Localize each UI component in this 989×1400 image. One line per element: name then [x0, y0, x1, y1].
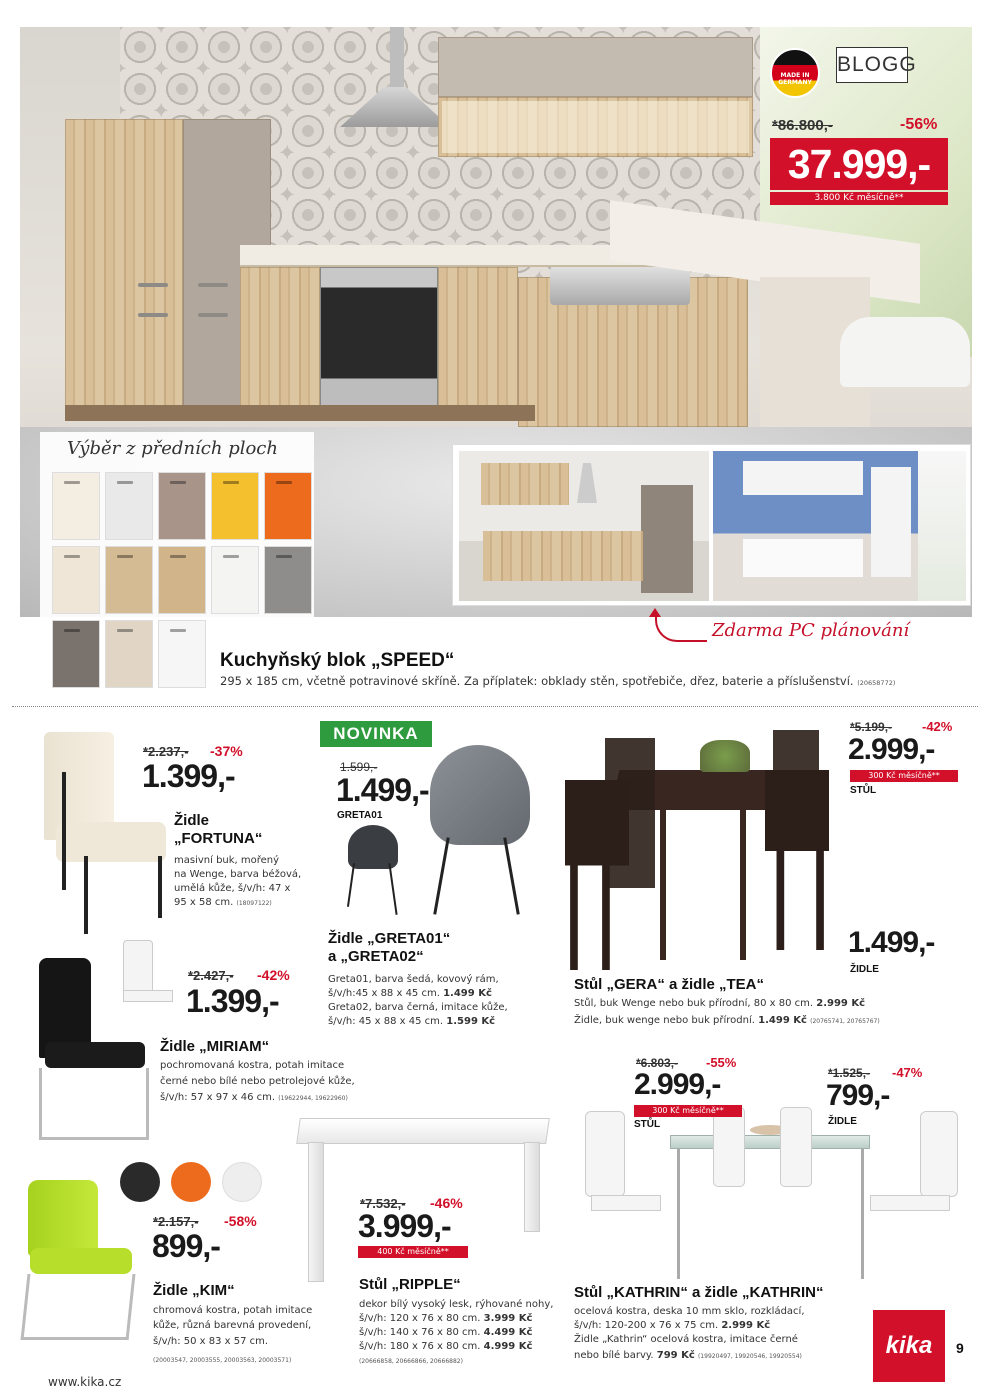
ripple-table-image [298, 1118, 548, 1283]
kathrin-discount: -55% [706, 1055, 737, 1070]
blogg-brand-logo: BLOGG [836, 47, 908, 83]
kitchen-variant-photos [453, 445, 970, 605]
gera-tag: STŮL [850, 785, 877, 796]
photo-base [483, 531, 643, 581]
section-divider [12, 706, 978, 707]
fortuna-discount: -37% [210, 743, 243, 759]
kathrin-chair-left [585, 1111, 625, 1197]
kathrin-old-price: *6.803,- [636, 1056, 679, 1070]
kathrin-desc-4-price: 799 Kč [656, 1350, 695, 1361]
gera-old-price: *5.199,- [850, 720, 893, 734]
bar-stool [840, 317, 970, 387]
glass-table-top [670, 1135, 870, 1149]
kim-seat [30, 1248, 132, 1274]
kim-color-options [120, 1162, 270, 1206]
greta-old-price: 1.599,- [340, 760, 378, 774]
gera-desc-1: Stůl, buk Wenge nebo buk přírodní, 80 x 80 cm. [574, 998, 814, 1009]
ripple-desc-3: š/v/h: 140 x 76 x 80 cm. [359, 1327, 481, 1338]
miriam-chrome-frame [39, 1068, 149, 1140]
kathrin-monthly: 300 Kč měsíčně** [634, 1105, 742, 1117]
kathrin-tag: STŮL [634, 1119, 661, 1130]
website-link[interactable]: www.kika.cz [48, 1375, 122, 1389]
kitchen-photo-wood [459, 451, 709, 601]
kim-color-dot [222, 1162, 262, 1202]
gera-code: (20765741, 20765767) [810, 1018, 880, 1025]
gera-discount: -42% [922, 719, 953, 734]
hero-discount: -56% [900, 116, 938, 133]
greta-desc-4-price: 1.599 Kč [446, 1016, 496, 1027]
gera-desc-2-price: 1.499 Kč [758, 1015, 807, 1026]
front-color-swatch [264, 546, 312, 614]
kickboard [65, 405, 535, 421]
photo-fridge [871, 467, 911, 577]
miriam-old-price: *2.427,- [188, 968, 234, 983]
hero-old-price: *86.800,- [772, 117, 833, 134]
fortuna-name-line1: Židle [174, 812, 210, 829]
greta-chairs-image [340, 745, 540, 925]
greta-desc-2-price: 1.499 Kč [443, 988, 492, 999]
kim-desc-2: kůže, různá barevná provedení, [153, 1320, 312, 1331]
ripple-desc-4-price: 4.999 Kč [483, 1341, 533, 1352]
kim-desc-3: š/v/h: 50 x 83 x 57 cm. [153, 1336, 269, 1347]
greta-name-line2: a „GRETA02“ [328, 948, 424, 965]
free-planning-arrow [655, 612, 707, 642]
kathrin-description [574, 1305, 874, 1364]
front-color-swatch [158, 472, 206, 540]
ripple-code: (20666858, 20666866, 20666882) [359, 1358, 463, 1365]
swatch-handle [223, 481, 239, 484]
greta-desc-1: Greta01, barva šedá, kovový rám, [328, 974, 499, 985]
product-description [220, 674, 895, 688]
ripple-desc-3-price: 4.499 Kč [483, 1327, 533, 1338]
front-color-swatch [105, 546, 153, 614]
greta-name [328, 930, 450, 966]
swatch-handle [223, 555, 239, 558]
cabinet-handle [138, 313, 168, 317]
tea-chair-back-right [773, 730, 819, 850]
swatch-handle [170, 481, 186, 484]
kathrin-price: 2.999,- [634, 1068, 721, 1101]
made-in-germany-badge [770, 48, 820, 98]
oven [320, 267, 438, 407]
miriam-description [160, 1059, 380, 1106]
swatch-handle [64, 629, 80, 632]
ripple-leg-left [308, 1142, 324, 1282]
fortuna-desc-1: masivní buk, mořený [174, 855, 280, 866]
greta-price: 1.499,- [336, 772, 429, 808]
range-hood [390, 27, 404, 87]
fronts-title: Výběr z předních ploch [67, 438, 278, 459]
kim-desc-1: chromová kostra, potah imitace [153, 1305, 313, 1316]
page-number: 9 [956, 1340, 964, 1356]
ripple-old-price: *7.532,- [360, 1196, 406, 1211]
kathrin-code: (19920497, 19920546, 19920554) [697, 1353, 802, 1360]
greta-desc-2: š/v/h:45 x 88 x 45 cm. [328, 988, 440, 999]
front-color-swatch [158, 620, 206, 688]
sink [550, 267, 690, 305]
kim-old-price: *2.157,- [153, 1214, 199, 1229]
miriam-black-seat [45, 1042, 145, 1068]
kim-discount: -58% [224, 1213, 257, 1229]
front-color-swatch [52, 472, 100, 540]
miriam-price: 1.399,- [186, 983, 279, 1019]
swatch-handle [170, 629, 186, 632]
kathrin-chair-price: 799,- [826, 1079, 890, 1112]
fortuna-desc-2: na Wenge, barva béžová, [174, 869, 302, 880]
kim-chair-image [20, 1180, 140, 1345]
photo-window [918, 451, 966, 601]
ripple-desc-1: dekor bílý vysoký lesk, rýhované nohy, [359, 1299, 554, 1310]
swatch-handle [170, 555, 186, 558]
kim-code: (20003547, 20003555, 20003563, 20003571) [153, 1357, 292, 1364]
fortuna-desc-4: 95 x 58 cm. [174, 897, 234, 908]
swatch-handle [117, 629, 133, 632]
greta-name-line1: Židle „GRETA01“ [328, 930, 451, 947]
free-planning-note: Zdarma PC plánování [712, 620, 910, 641]
kathrin-chair-discount: -47% [892, 1065, 923, 1080]
gera-set-image [555, 730, 855, 975]
tea-chair-price: 1.499,- [848, 926, 935, 959]
base-cabinets-2 [438, 267, 518, 407]
hero-price: 37.999,- [770, 138, 948, 190]
ripple-desc-4: š/v/h: 180 x 76 x 80 cm. [359, 1341, 481, 1352]
product-title: Kuchyňský blok „SPEED“ [220, 650, 455, 671]
fortuna-price: 1.399,- [142, 758, 235, 794]
miriam-name: Židle „MIRIAM“ [160, 1038, 270, 1055]
kathrin-chair-back-1 [713, 1107, 745, 1187]
fortuna-desc-3: umělá kůže, š/v/h: 47 x [174, 883, 291, 894]
greta-tag: GRETA01 [337, 810, 383, 821]
miriam-desc-3: š/v/h: 57 x 97 x 46 cm. [160, 1092, 276, 1103]
kika-logo[interactable]: kika [873, 1310, 945, 1382]
ripple-desc-2: š/v/h: 120 x 76 x 80 cm. [359, 1313, 481, 1324]
plant-basket [700, 740, 750, 772]
ripple-description [359, 1298, 569, 1369]
kathrin-desc-2: š/v/h: 120-200 x 76 x 75 cm. [574, 1320, 719, 1331]
gera-description [574, 997, 974, 1029]
fortuna-description [174, 854, 324, 911]
kathrin-set-image [585, 1105, 960, 1285]
cabinet-handle [198, 313, 228, 317]
tea-chair-back [605, 738, 655, 888]
kathrin-desc-4: nebo bílé barvy. [574, 1350, 654, 1361]
kathrin-desc-3: Židle „Kathrin“ ocelová kostra, imitace černé [574, 1334, 798, 1345]
kim-chrome-frame [21, 1274, 136, 1340]
front-color-swatch [105, 620, 153, 688]
greta02-shell [348, 825, 398, 869]
fortuna-code: (18097122) [236, 900, 272, 907]
front-color-swatch [105, 472, 153, 540]
shelf-light [442, 101, 749, 153]
greta-desc-4: š/v/h: 45 x 88 x 45 cm. [328, 1016, 444, 1027]
kathrin-chair-right [920, 1111, 958, 1197]
fortuna-name-line2: „FORTUNA“ [174, 830, 263, 847]
miriam-desc-2: černé nebo bílé nebo petrolejové kůže, [160, 1076, 355, 1087]
greta-description [328, 973, 538, 1029]
cabinet-handle [198, 283, 228, 287]
miriam-code: (19622944, 19622960) [278, 1095, 348, 1102]
front-color-swatch [158, 546, 206, 614]
gera-price: 2.999,- [848, 733, 935, 766]
product-code: (20658772) [857, 679, 896, 687]
ripple-top [296, 1118, 550, 1144]
wall-cabinets [438, 37, 753, 97]
hero-monthly: 3.800 Kč měsíčně** [770, 192, 948, 205]
gera-desc-1-price: 2.999 Kč [816, 998, 866, 1009]
ripple-name: Stůl „RIPPLE“ [359, 1276, 461, 1293]
swatch-handle [64, 481, 80, 484]
ripple-discount: -46% [430, 1195, 463, 1211]
ripple-leg-right [524, 1142, 540, 1232]
front-color-swatch [52, 546, 100, 614]
new-badge: NOVINKA [320, 721, 432, 747]
gera-desc-2: Židle, buk wenge nebo buk přírodní. [574, 1015, 755, 1026]
product-description-text: 295 x 185 cm, včetně potravinové skříně. Za příplatek: obklady stěn, spotřebiče, dřez, baterie a příslušenství. [220, 674, 854, 688]
greta01-shell [430, 745, 530, 845]
miriam-desc-1: pochromovaná kostra, potah imitace [160, 1060, 345, 1071]
ripple-price: 3.999,- [358, 1208, 451, 1244]
gera-name: Stůl „GERA“ a židle „TEA“ [574, 976, 765, 993]
swatch-handle [276, 481, 292, 484]
kathrin-seat-left [591, 1195, 661, 1211]
miriam-white-seat [123, 990, 173, 1002]
swatch-handle [117, 481, 133, 484]
kathrin-chair-back-2 [780, 1107, 812, 1187]
swatch-handle [117, 555, 133, 558]
kim-color-dot [171, 1162, 211, 1202]
kim-price: 899,- [152, 1228, 220, 1264]
photo-tall-cabinet [641, 485, 693, 593]
miriam-discount: -42% [257, 967, 290, 983]
kathrin-desc-1: ocelová kostra, deska 10 mm sklo, rozkládací, [574, 1306, 805, 1317]
cabinet-handle [138, 283, 168, 287]
kim-description [153, 1304, 333, 1368]
tall-cabinet-left [65, 119, 183, 409]
front-color-swatch [211, 472, 259, 540]
ripple-monthly: 400 Kč měsíčně** [358, 1246, 468, 1258]
kim-name: Židle „KIM“ [153, 1282, 235, 1299]
gera-monthly: 300 Kč měsíčně** [850, 770, 958, 782]
greta-desc-3: Greta02, barva černá, imitace kůže, [328, 1002, 508, 1013]
kathrin-chair-old-price: *1.525,- [828, 1066, 871, 1080]
chair-seat [56, 822, 166, 862]
kim-back [28, 1180, 98, 1256]
fortuna-old-price: *2.237,- [143, 744, 189, 759]
kathrin-name: Stůl „KATHRIN“ a židle „KATHRIN“ [574, 1284, 824, 1301]
front-color-swatch [264, 472, 312, 540]
kathrin-desc-2-price: 2.999 Kč [721, 1320, 771, 1331]
badge-text: MADE IN GERMANY [778, 72, 812, 86]
front-color-swatch [211, 546, 259, 614]
kathrin-chair-tag: ŽIDLE [828, 1116, 857, 1127]
photo-wall-cabinet [481, 463, 569, 505]
front-color-swatch [52, 620, 100, 688]
photo-hood [577, 463, 597, 503]
swatch-handle [276, 555, 292, 558]
base-cabinets [240, 267, 320, 407]
ripple-desc-2-price: 3.999 Kč [483, 1313, 533, 1324]
swatch-handle [64, 555, 80, 558]
tea-chair-tag: ŽIDLE [850, 964, 879, 975]
kitchen-photo-white [713, 451, 966, 601]
photo-wall-cabinet [743, 461, 863, 495]
photo-base [743, 535, 863, 577]
kathrin-seat-right [870, 1195, 950, 1211]
fortuna-name [174, 812, 262, 848]
